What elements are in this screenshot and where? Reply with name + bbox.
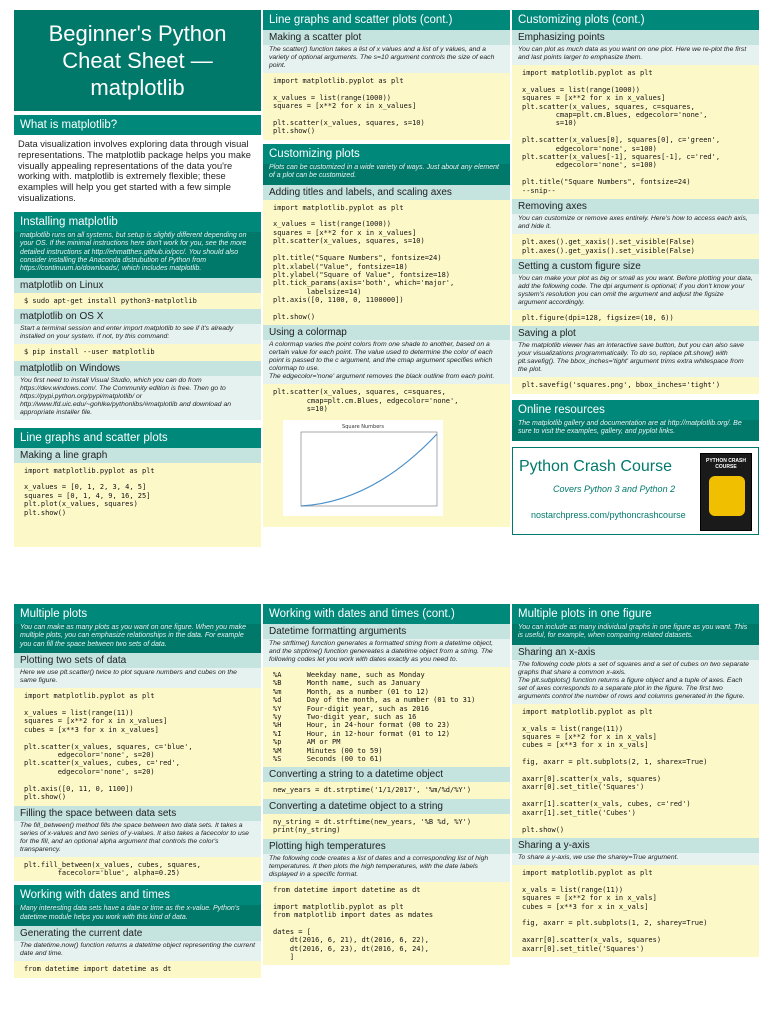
square-numbers-plot (263, 418, 510, 527)
current-date-desc: The datetime.now() function returns a datetime object representing the current date and time. (14, 941, 261, 961)
title-line-2: Cheat Sheet — (62, 48, 213, 73)
cmap-sub: Using a colormap (263, 325, 510, 340)
install-header: Installing matplotlib (14, 212, 261, 232)
share-x-sub: Sharing an x-axis (512, 645, 759, 660)
install-section (14, 212, 261, 278)
emph-code: import matplotlib.pyplot as plt x_values = list(range(1000)) squares = [x**2 for x in x_values] plt.scatter(x_values, squares, c=squares, cmap=plt.cm.Blues, edgecolor='none', s=10) plt.scatter(x_values[0], squares[0], c='green', edgecolor='none', s=100) plt.scatter(x_values[-1], squares[-1], c='red', edgecolor='none', s=100) plt.title("Square Numbers", fontsize=24) --snip-- (512, 65, 759, 199)
emph-desc: You can plot as much data as you want on one plot. Here we re-plot the first and last points larger to emphasize them. (512, 45, 759, 65)
python-crash-course-ad[interactable] (512, 447, 759, 535)
scatter-sub: Making a scatter plot (263, 30, 510, 45)
pcc-title: Python Crash Course (519, 457, 672, 475)
cmap-desc: A colormap varies the point colors from one shade to another, based on a certain value for each point. The value used to determine the color of each point is passed to the c argument, and the cmap argument specifies which colormap to use. The edgecolor='none' argument removes the black outline from each point. (263, 340, 510, 384)
custom-header: Customizing plots (263, 144, 510, 164)
temp-sub: Plotting high temperatures (263, 839, 510, 854)
osx-desc: Start a terminal session and enter import matplotlib to see if it's already installed on your system. If not, try this command: (14, 324, 261, 344)
temp-code: from datetime import datetime as dt import matplotlib.pyplot as plt from matplotlib import dates as mdates dates = [ dt(2016, 6, 21), dt(2016, 6, 22), dt(2016, 6, 23), dt(2016, 6, 24), ] (263, 882, 510, 966)
share-y-code: import matplotlib.pyplot as plt x_vals = list(range(11)) squares = [x**2 for x in x_vals] cubes = [x**3 for x in x_vals] fig, axarr = plt.subplots(1, 2, sharey=True) axarr[0].scatter(x_vals, squares) axarr[0].set_title('Squares') (512, 865, 759, 957)
osx-title: matplotlib on OS X (14, 309, 261, 324)
cmap-code: plt.scatter(x_values, squares, c=squares, cmap=plt.cm.Blues, edgecolor='none', s=10) (263, 384, 510, 417)
dates-desc: Many interesting data sets have a date or time as the x-value. Python's datetime module helps you work with this kind of data. (20, 905, 240, 921)
temp-desc: The following code creates a list of dates and a corresponding list of high temperatures. It then plots the high temperatures, with the date labels displayed in a specific format. (263, 854, 510, 882)
multi-header: Multiple plots (14, 604, 261, 624)
titles-sub: Adding titles and labels, and scaling axes (263, 185, 510, 200)
size-sub: Setting a custom figure size (512, 259, 759, 274)
install-desc: matplotlib runs on all systems, but setup is slightly different depending on your OS. If the minimal instructions here don't work for you, see the more detailed instructions at http://ehmatthes.github.io/pcc/. You should also consider installing the Anaconda distrubution of Python from https://continuum.io/downloads/, which includes matplotlib. (20, 231, 247, 273)
line-sub: Making a line graph (14, 448, 261, 463)
share-x-code: import matplotlib.pyplot as plt x_vals = list(range(11)) squares = [x**2 for x in x_vals] cubes = [x**3 for x in x_vals] fig, axarr = plt.subplots(2, 1, sharex=True) axarr[0].scatter(x_vals, squares) axarr[0].set_title('Squares') axarr[1].scatter(x_vals, cubes, c='red') axarr[1].set_title('Cubes') plt.show() (512, 704, 759, 838)
online-header: Online resources (512, 400, 759, 420)
fill-code: plt.fill_between(x_values, cubes, squares, facecolor='blue', alpha=0.25) (14, 857, 261, 882)
share-y-sub: Sharing a y-axis (512, 838, 759, 853)
conv2-sub: Converting a datetime object to a string (263, 799, 510, 814)
fig-section (512, 604, 759, 645)
size-code: plt.figure(dpi=128, figsize=(10, 6)) (512, 310, 759, 326)
title-line-1: Beginner's Python (48, 21, 227, 46)
line-code: import matplotlib.pyplot as plt x_values = [0, 1, 2, 3, 4, 5] squares = [0, 1, 4, 9, 16, 25] plt.plot(x_values, squares) plt.show() (14, 463, 261, 547)
plot-title: Square Numbers (342, 423, 384, 430)
custom2-header: Customizing plots (cont.) (512, 10, 759, 30)
custom-desc: Plots can be customized in a wide variety of ways. Just about any element of a plot can be customized. (269, 163, 499, 180)
axes-desc: You can customize or remove axes entirely. Here's how to access each axis, and hide it. (512, 214, 759, 234)
what-header: What is matplotlib? (14, 115, 261, 135)
fmt-desc: The strftime() function generates a formatted string from a datetime object, and the strptime() function genereates a datetime object from a string. The following codes let you work with dates exactly as you need to. (263, 639, 510, 667)
fill-sub: Filling the space between data sets (14, 806, 261, 821)
current-date-sub: Generating the current date (14, 926, 261, 941)
fill-desc: The fill_between() method fills the space between two data sets. It takes a series of x-values and two series of y-values. It also takes a facecolor to use for the fill, and an optional alpha argument that controls the color's transparency. (14, 821, 261, 857)
save-desc: The matplotlib viewer has an interactive save button, but you can also save your visualizations programmatically. To do so, replace plt.show() with plt.savefig(). The bbox_inches='tight' argument trims extra whitespace from the plot. (512, 341, 759, 377)
page1-column-2 (263, 10, 510, 527)
what-body: Data visualization involves exploring data through visual representations. The matplotlib package helps you make visually appealing representations of the data you're working with. matplotlib is extremely flexible; these examples will help you get started with a few simple visualizations. (14, 135, 261, 208)
book-cover-image (700, 453, 752, 531)
fig-header: Multiple plots in one figure (512, 604, 759, 624)
page2-column-3 (512, 604, 759, 1024)
fmt-code: %A Weekday name, such as Monday %B Month name, such as January %m Month, as a number (01 to 12) %d Day of the month, as a number (01 to 31) %Y Four-digit year, such as 2016 %y Two-digit year, such as 16 %H Hour, in 24-hour format (00 to 23) %I Hour, in 12-hour format (01 to 12) %p AM or PM %M Minutes (00 to 59) %S Seconds (00 to 61) (263, 667, 510, 767)
windows-title: matplotlib on Windows (14, 361, 261, 376)
book-art-icon (709, 476, 745, 516)
conv-sub: Converting a string to a datetime object (263, 767, 510, 782)
conv-code: new_years = dt.strptime('1/1/2017', '%m/%d/%Y') (263, 782, 510, 798)
dates-header: Working with dates and times (14, 885, 261, 905)
osx-code: $ pip install --user matplotlib (14, 344, 261, 360)
dates-section (14, 885, 261, 926)
scatter-desc: The scatter() function takes a list of x values and a list of y values, and a variety of optional arguments. The s=10 argument controls the size of each point. (263, 45, 510, 73)
titles-code: import matplotlib.pyplot as plt x_values = list(range(1000)) squares = [x**2 for x in x_values] plt.scatter(x_values, squares, s=10) plt.title("Square Numbers", fontsize=24) plt.xlabel("Value", fontsize=18) plt.ylabel("Square of Value", fontsize=18) plt.tick_params(axis='both', which='major', labelsize=14) plt.axis([0, 1100, 0, 1100000]) plt.show() (263, 200, 510, 326)
cheat-sheet-title (14, 10, 261, 111)
pcc-url[interactable]: nostarchpress.com/pythoncrashcourse (531, 509, 686, 520)
axes-sub: Removing axes (512, 199, 759, 214)
fig-desc: You can include as many individual graphs in one figure as you want. This is useful, for example, when comparing related datasets. (518, 624, 748, 640)
book-title: PYTHON CRASH COURSE (705, 457, 746, 470)
linux-code: $ sudo apt-get install python3-matplotlib (14, 293, 261, 309)
windows-desc: You first need to install Visual Studio, which you can do from https://dev.windows.com/. The Community edition is free. Then go to https://pypi.python.org/pypi/matplotlib/ or http://www.lfd.uic.edu/~gohlke/pythonlibs/#matplotlib and download an appropriate installer file. (14, 376, 261, 420)
save-sub: Saving a plot (512, 326, 759, 341)
two-sets-code: import matplotlib.pyplot as plt x_values = list(range(11)) squares = [x**2 for x in x_values] cubes = [x**3 for x in x_values] plt.scatter(x_values, squares, c='blue', edgecolor='none', s=20) plt.scatter(x_values, cubes, c='red', edgecolor='none', s=20) plt.axis([0, 11, 0, 1100]) plt.show() (14, 688, 261, 805)
two-sets-desc: Here we use plt.scatter() twice to plot square numbers and cubes on the same figure. (14, 668, 261, 688)
square-numbers-chart (283, 420, 443, 516)
line-header: Line graphs and scatter plots (14, 428, 261, 448)
scatter-header: Line graphs and scatter plots (cont.) (263, 10, 510, 30)
two-sets-sub: Plotting two sets of data (14, 653, 261, 668)
multi-section (14, 604, 261, 653)
current-date-code: from datetime import datetime as dt (14, 961, 261, 977)
online-section (512, 400, 759, 441)
scatter-code: import matplotlib.pyplot as plt x_values = list(range(1000)) squares = [x**2 for x in x_values] plt.scatter(x_values, squares, s=10) plt.show() (263, 73, 510, 140)
page1-column-1 (14, 10, 261, 547)
linux-title: matplotlib on Linux (14, 278, 261, 293)
axes-code: plt.axes().get_xaxis().set_visible(False) plt.axes().get_yaxis().set_visible(False) (512, 234, 759, 259)
emph-sub: Emphasizing points (512, 30, 759, 45)
share-x-desc: The following code plots a set of squares and a set of cubes on two separate graphs that share a common x-axis. The plt.subplots() function returns a figure object and a tuple of axes. Each set of axes corresponds to a separate plot in the figure. The first two arguments control the number of rows and columns generated in the figure. (512, 660, 759, 704)
share-y-desc: To share a y-axis, we use the sharey=True argument. (512, 853, 759, 865)
pcc-sub: Covers Python 3 and Python 2 (553, 483, 676, 494)
title-line-3: matplotlib (90, 75, 185, 100)
save-code: plt.savefig('squares.png', bbox_inches='tight') (512, 377, 759, 393)
size-desc: You can make your plot as big or small as you want. Before plotting your data, add the following code. The dpi argument is optional; if you don't know your system's resolution you can omit the argument and adjust the figsize argument accordingly. (512, 274, 759, 310)
fmt-sub: Datetime formatting arguments (263, 624, 510, 639)
dates2-header: Working with dates and times (cont.) (263, 604, 510, 624)
custom-section (263, 144, 510, 185)
page2-column-2 (263, 604, 510, 1024)
page2-column-1 (14, 604, 261, 1024)
multi-desc: You can make as many plots as you want on one figure. When you make multiple plots, you can emphasize relationships in the data. For example you can fill the space between two sets of data. (20, 624, 247, 648)
page1-column-3 (512, 10, 759, 535)
conv2-code: ny_string = dt.strftime(new_years, '%B %d, %Y') print(ny_string) (263, 814, 510, 839)
online-desc: The matplotlib gallery and documentation are at http://matplotlib.org/. Be sure to visit the examples, gallery, and pyplot links. (518, 419, 742, 436)
